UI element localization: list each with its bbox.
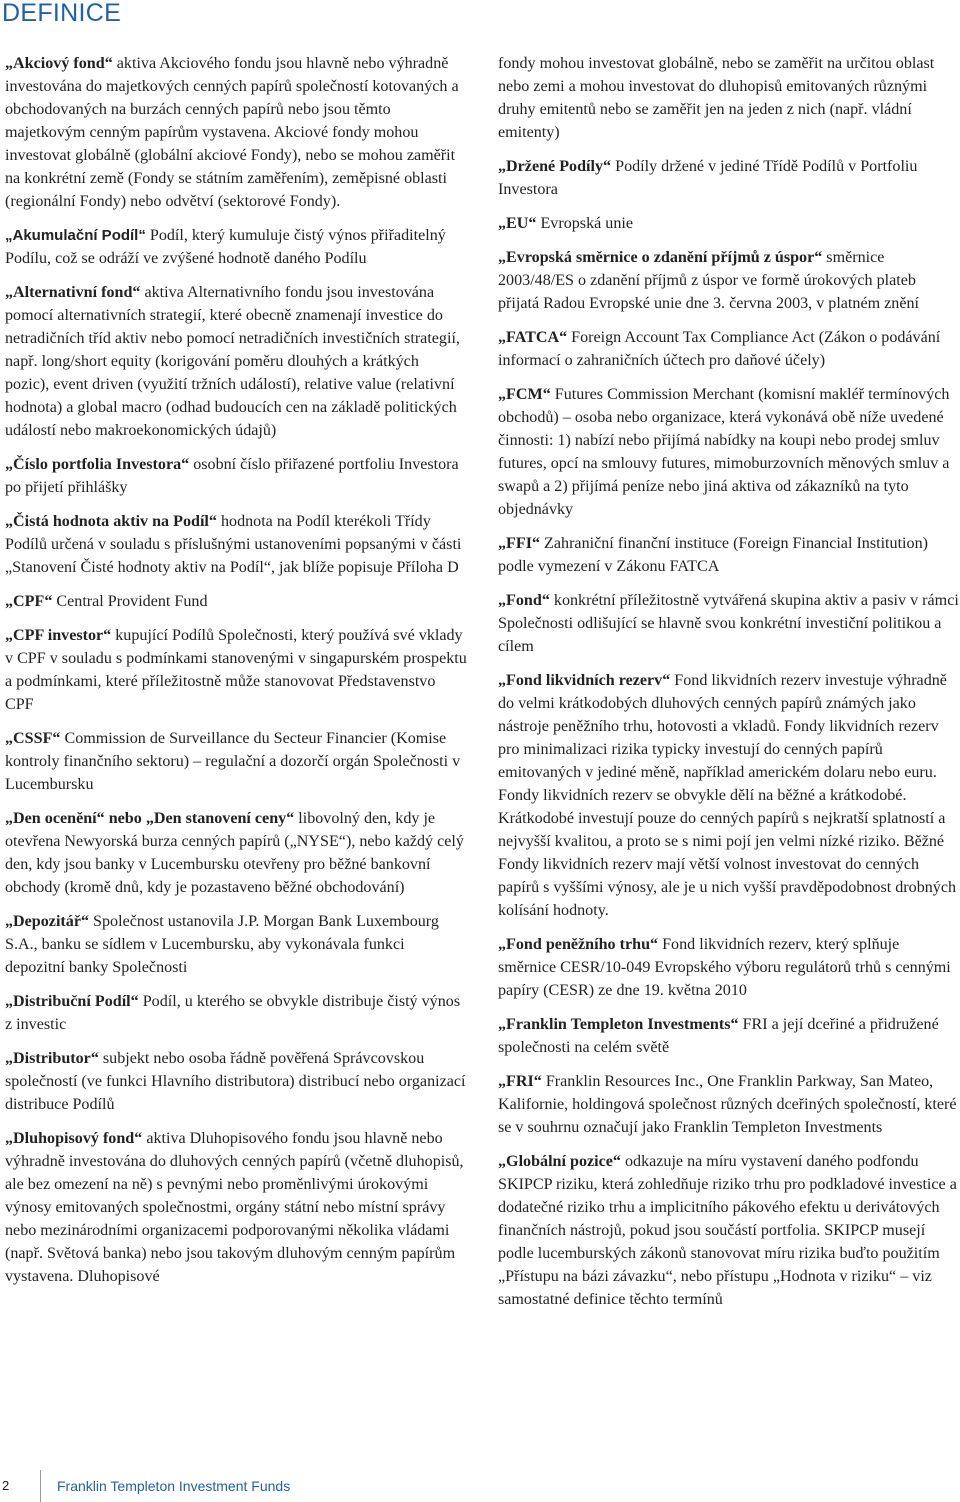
definition-globalni-pozice [498, 1150, 960, 1311]
definition-term: „FFI“ [498, 535, 541, 552]
definition-fatca [498, 326, 960, 372]
definition-term: „Držené Podíly“ [498, 158, 612, 175]
definition-term: „Distribuční Podíl“ [5, 993, 139, 1010]
definition-term: „Globální pozice“ [498, 1153, 621, 1170]
definition-text: Fond likvidních rezerv, který splňuje směrnice CESR/10-049 Evropského výboru regulátorů trhů s cennými papíry (CESR) ze dne 19. května 2010 [498, 936, 951, 999]
definition-text: subjekt nebo osoba řádně pověřená Správcovskou společností (ve funkci Hlavního distributora) distribucí nebo organizací distribuce Podílů [5, 1050, 466, 1113]
definition-text: FRI a její dceřiné a přidružené společnosti na celém světě [498, 1016, 939, 1056]
definition-text: Podíl, který kumuluje čistý výnos přiřaditelný Podílu, což se odráží ve zvýšené hodnotě daného Podílu [5, 227, 446, 267]
definition-text: libovolný den, kdy je otevřena Newyorská burza cenných papírů („NYSE“), nebo každý celý den, kdy jsou banky v Lucembursku otevřeny pro běžné bankovní obchody (kromě dnů, kdy je pozastaveno běžné obchodování) [5, 810, 464, 896]
definition-text: Futures Commission Merchant (komisní makléř termínových obchodů) – osoba nebo organizace, která vykonává obě níže uvedené činnosti: 1) nabízí nebo přijímá nabídky na koupi nebo prodej smluv futures, opcí na smlouvy futures, mimoburzovních měnových smluv a swapů a 2) přijímá peníze nebo jiná aktiva od zákazníků na tyto objednávky [498, 386, 950, 518]
definition-term: „Distributor“ [5, 1050, 99, 1067]
definition-term: „EU“ [498, 215, 537, 232]
definition-fond-penezniho-trhu [498, 933, 960, 1002]
definition-text: Foreign Account Tax Compliance Act (Zákon o podávání informací o zahraničních účtech pro daňové účely) [498, 329, 941, 369]
definition-term: „Číslo portfolia Investora“ [5, 456, 190, 473]
definition-distributor [5, 1047, 467, 1116]
definition-text: Fond likvidních rezerv investuje výhradně do velmi krátkodobých dluhových cenných papírů známých jako nástroje peněžního trhu, hotovosti a vkladů. Fondy likvidních rezerv pro minimalizaci rizika typicky investují do cenných papírů emitovaných v jediné měně, například americkém dolaru nebo euru. Fondy likvidních rezerv se obvykle dělí na běžné a krátkodobé. Krátkodobé investují pouze do cenných papírů s nejkratší splatností a nejvyšší kvalitou, a proto se s nimi pojí jen velmi nízké riziko. Běžné Fondy likvidních rezerv mají větší volnost investovat do cenných papírů s vyššími výnosy, ale je u nich vyšší pravděpodobnost drobných kolísání hodnoty. [498, 672, 957, 919]
definition-cpf [5, 590, 467, 613]
definition-drzene-podily [498, 155, 960, 201]
definitions-right-column [498, 52, 960, 1322]
definition-term: „Dluhopisový fond“ [5, 1130, 143, 1147]
definition-term: „Evropská směrnice o zdanění příjmů z úspor“ [498, 249, 823, 266]
page-footer [0, 1470, 960, 1502]
definition-cpf-investor [5, 624, 467, 716]
definition-fri [498, 1070, 960, 1139]
definition-alternativni-fond [5, 281, 467, 442]
definition-text: Podíly držené v jediné Třídě Podílů v Portfoliu Investora [498, 158, 918, 198]
definition-distribucni-podil [5, 990, 467, 1036]
footer-divider [40, 1470, 41, 1502]
definition-akumulacni-podil [5, 224, 467, 270]
definition-term: „FCM“ [498, 386, 551, 403]
publication-name: Franklin Templeton Investment Funds [57, 1478, 291, 1494]
definition-dluhopisovy-fond [5, 1127, 467, 1288]
definition-text: fondy mohou investovat globálně, nebo se zaměřit na určitou oblast nebo zemi a mohou investovat do dluhopisů emitovaných různými druhy emitentů nebo se zaměřit jen na jeden z nich (např. vládní emitenty) [498, 55, 935, 141]
definition-continued-text [498, 52, 960, 144]
definition-fond [498, 589, 960, 658]
definition-text: Zahraniční finanční instituce (Foreign Financial Institution) podle vymezení v Zákonu FATCA [498, 535, 928, 575]
definition-term: „CPF“ [5, 593, 53, 610]
definition-depozitar [5, 910, 467, 979]
definition-text: hodnota na Podíl kterékoli Třídy Podílů určená v souladu s příslušnými ustanoveními popsanými v části „Stanovení Čisté hodnoty aktiv na Podíl“, jak blíže popisuje Příloha D [5, 513, 462, 576]
definition-term: „Čistá hodnota aktiv na Podíl“ [5, 513, 217, 530]
definition-term: „Fond“ [498, 592, 550, 609]
definition-den-oceneni [5, 807, 467, 899]
definition-text: Franklin Resources Inc., One Franklin Parkway, San Mateo, Kalifornie, holdingová společnost různých dceřiných společností, které se v souhrnu označují jako Franklin Templeton Investments [498, 1073, 957, 1136]
definition-term: „FRI“ [498, 1073, 542, 1090]
definition-cislo-portfolia [5, 453, 467, 499]
definition-text: Commission de Surveillance du Secteur Financier (Komise kontroly finančního sektoru) – regulační a dozorčí orgán Společnosti v Lucembursku [5, 730, 461, 793]
page-header [0, 0, 960, 30]
definition-term: „Akciový fond“ [5, 55, 113, 72]
definition-term: „FATCA“ [498, 329, 568, 346]
definition-term: „CPF investor“ [5, 627, 112, 644]
definition-text: aktiva Alternativního fondu jsou investována pomocí alternativních strategií, které obecně znamenají investice do netradičních tříd aktiv nebo pomocí netradičních investičních strategií, např. long/short equity (korigování poměru dlouhých a krátkých pozic), event driven (využití tržních událostí), relative value (relativní hodnota) a global macro (odhad budoucích cen na základě politických událostí nebo makroekonomických údajů) [5, 284, 460, 439]
definition-evropska-smernice [498, 246, 960, 315]
definition-ffi [498, 532, 960, 578]
definition-term: „Akumulační Podíl“ [5, 227, 146, 244]
definition-akciovy-fond [5, 52, 467, 213]
definition-term: „Den ocenění“ nebo „Den stanovení ceny“ [5, 810, 295, 827]
definition-term: „Depozitář“ [5, 913, 90, 930]
definition-text: Central Provident Fund [52, 593, 208, 610]
page-title: DEFINICE [2, 0, 122, 27]
definition-eu [498, 212, 960, 235]
definition-cista-hodnota-aktiv [5, 510, 467, 579]
definition-term: „Franklin Templeton Investments“ [498, 1016, 739, 1033]
definition-text: kupující Podílů Společnosti, který používá své vklady v CPF v souladu s podmínkami stanovenými v singapurském prospektu a podmínkami, které příležitostně může stanovovat Představenstvo CPF [5, 627, 467, 713]
definition-text: odkazuje na míru vystavení daného podfondu SKIPCP riziku, která zohledňuje riziko trhu pro podkladové investice a dodatečné riziko trhu a implicitního pákového efektu u derivátových finančních nástrojů, pokud jsou součástí portfolia. SKIPCP musejí podle lucemburských zákonů stanovovat míru rizika buďto použitím „Přístupu na bázi závazku“, nebo přístupu „Hodnota v riziku“ – viz samostatné definice těchto termínů [498, 1153, 957, 1308]
definition-text: Podíl, u kterého se obvykle distribuje čistý výnos z investic [5, 993, 461, 1033]
definition-term: „CSSF“ [5, 730, 61, 747]
definition-text: osobní číslo přiřazené portfoliu Investora po přijetí přihlášky [5, 456, 459, 496]
definition-term: „Alternativní fond“ [5, 284, 141, 301]
definition-fcm [498, 383, 960, 521]
definition-text: Společnost ustanovila J.P. Morgan Bank Luxembourg S.A., banku se sídlem v Lucembursku, aby vykonávala funkci depozitní banky Společnosti [5, 913, 439, 976]
definition-fond-likvidnich-rezerv [498, 669, 960, 922]
definition-term: „Fond peněžního trhu“ [498, 936, 659, 953]
definition-cssf [5, 727, 467, 796]
page-number: 2 [2, 1478, 10, 1493]
definition-text: aktiva Akciového fondu jsou hlavně nebo výhradně investována do majetkových cenných papírů společností kotovaných a obchodovaných na burzách cenných papírů nebo jsou těmto majetkovým cenným papírům vystavena. Akciové fondy mohou investovat globálně (globální akciové Fondy), nebo se mohou zaměřit na konkrétní země (Fondy se státním zaměřením), zeměpisné oblasti (regionální Fondy) nebo odvětví (sektorové Fondy). [5, 55, 459, 210]
definitions-left-column [5, 52, 467, 1299]
definition-text: směrnice 2003/48/ES o zdanění příjmů z úspor ve formě úrokových plateb přijatá Radou Evropské unie dne 3. června 2003, v platném znění [498, 249, 919, 312]
definition-text: aktiva Dluhopisového fondu jsou hlavně nebo výhradně investována do dluhových cenných papírů (včetně dluhopisů, ale bez omezení na ně) s pevnými nebo proměnlivými úrokovými výnosy emitovaných společnostmi, orgány státní nebo místní správy nebo mezinárodními organizacemi podporovanými několika vládami (např. Světová banka) nebo jsou takovým dluhovým cenným papírům vystavena. Dluhopisové [5, 1130, 464, 1285]
definition-franklin-templeton-investments [498, 1013, 960, 1059]
definition-term: „Fond likvidních rezerv“ [498, 672, 671, 689]
definition-text: Evropská unie [536, 215, 633, 232]
definition-text: konkrétní příležitostně vytvářená skupina aktiv a pasiv v rámci Společnosti odlišující se hlavně svou konkrétní investiční politikou a cílem [498, 592, 959, 655]
